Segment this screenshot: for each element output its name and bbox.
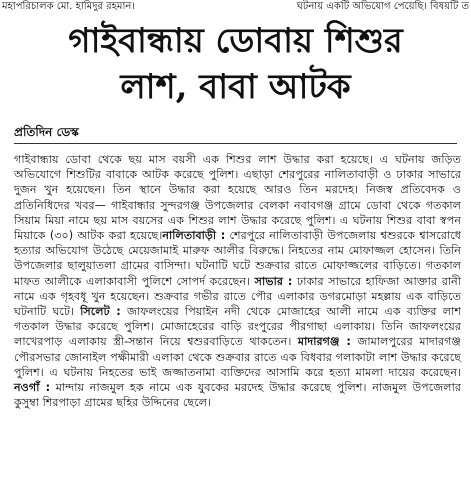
top-strip — [0, 0, 471, 16]
dateline-sylhet: সিলেট : — [80, 305, 121, 319]
byline: প্রতিদিন ডেস্ক — [14, 125, 79, 139]
sylhet-text: জাফলংয়ের পিয়াইন নদী থেকে মোজাহের আলী নামে এক ব্যক্তির লাশ গতকাল উদ্ধার করেছে পুলিশ। মোজাহেরের বাড়ি রংপুরের পীরগাছা এলাকায়। তিনি জাফলংয়ের লাখেরপাড় এলাকায় স্ত্রী-সন্তান নিয়ে শ্বশুরবাড়িতে থাকতেন। — [14, 305, 461, 349]
dateline-nalitabari: নালিতাবাড়ী : — [162, 229, 226, 243]
naogaon-text: মান্দায় নাজমুল হক নামে এক যুবকের মরদেহ উদ্ধার করেছে পুলিশ। নাজমুল উপজেলার কুসুম্বা শিরপাড়া গ্রামের ছহির উদ্দিনের ছেলে। — [14, 381, 461, 410]
dateline-savar: সাভার : — [254, 274, 293, 288]
headline — [0, 18, 471, 110]
headline-line-2: লাশ, বাবা আটক — [120, 67, 351, 107]
nalitabari-text: শেরপুরে নালিতাবাড়ী উপজেলায় শ্বশুরকে শ্বাসরোধে হত্যার অভিযোগ উঠেছে মেয়েজামাই মারুফ আলীর বিরুদ্ধে। নিহতের নাম মোফাজ্জল হোসেন। তিনি উপজেলার ছালুয়াতলা গ্রামের বাসিন্দা। ঘটনাটি ঘটে শুক্রবার রাতে মোফাজ্জলের বাড়িতে। গতকাল মাফত আলীকে এলাকাবাসী পুলিশে সোপর্দ করেছেন। — [14, 229, 462, 288]
article-intro-text: গাইবান্ধায় ডোবা থেকে ছয় মাস বয়সী এক শিশুর লাশ উদ্ধার করা হয়েছে। এ ঘটনায় জড়িত অভিযোগে শিশুটির বাবাকে আটক করেছে পুলিশ। এছাড়া শেরপুরের নালিতাবাড়ী ও ঢাকার সাভারে দুজন খুন হয়েছেন। তিন স্থানে উদ্ধার করা হয়েছে আরও তিন মরদেহ। নিজস্ব প্রতিবেদক ও প্রতিনিধিদের খবর— গাইবান্ধার সুন্দরগঞ্জ উপজেলার বেলকা নবাবগঞ্জ গ্রামে ডোবা থেকে গতকাল সিয়াম মিয়া নামে ছয় মাস বয়সের এক শিশুর লাশ উদ্ধার করেছে পুলিশ। এ ঘটনায় শিশুর বাবা স্বপন মিয়াকে (৩০) আটক করা হয়েছে। — [14, 153, 461, 243]
article-paragraph — [14, 152, 461, 410]
top-strip-right-text: ঘটনায় একটি অভিযোগ পেয়েছি। বিষয়টি ত — [296, 1, 469, 12]
byline-divider — [14, 143, 457, 144]
headline-line-1: গাইবান্ধায় ডোবায় শিশুর — [68, 21, 403, 61]
dateline-madarganj: মাদারগঞ্জ : — [297, 335, 351, 349]
savar-text: ঢাকার সাভারে হাফিজা আক্তার রানী নামে এক গৃহবধূ খুন হয়েছেন। শুক্রবার গভীর রাতে পৌর এলাকার ডগরমোড়া মহল্লায় এক বাড়িতে ঘটনাটি ঘটে। — [14, 274, 461, 319]
madarganj-text: জামালপুরের মাদারগঞ্জ পৌরসভার জোনাইল পক্ষীমারী এলাকা থেকে শুক্রবার রাতে এক বিধবার গলাকাটা লাশ উদ্ধার করেছে পুলিশ। এ ঘটনায় নিহতের ভাই জজ্জাতনামা ব্যক্তিদের আসামি করে হত্যা মামলা দায়ের করেছেন। — [14, 335, 461, 379]
article-body — [14, 152, 461, 410]
top-strip-left-text: মহাপরিচালক মো. হামিদুর রহমান। — [2, 1, 135, 12]
dateline-naogaon: নওগাঁ : — [14, 381, 51, 395]
